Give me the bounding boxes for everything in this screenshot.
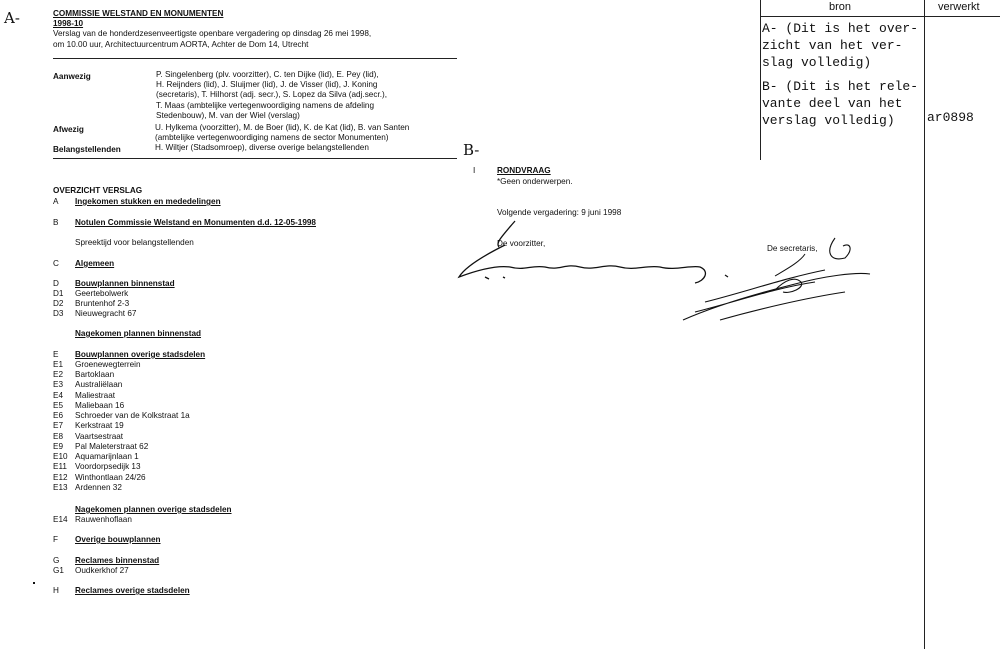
overview-item-label: Kerkstraat 19	[75, 421, 124, 430]
column-bron: bron	[829, 1, 852, 13]
overview-item-code: E14	[53, 515, 68, 524]
overview-item	[53, 329, 201, 339]
note-line: vante deel van het	[762, 96, 903, 111]
overview-item-label: Reclames overige stadsdelen	[75, 586, 190, 595]
absent-line: U. Hylkema (voorzitter), M. de Boer (lid), K. de Kat (lid), B. van Santen	[155, 123, 410, 132]
overview-item-label: Bouwplannen overige stadsdelen	[75, 350, 206, 359]
overview-item	[53, 309, 136, 319]
overview-item-label: Schroeder van de Kolkstraat 1a	[75, 411, 190, 420]
overview-item-code: E2	[53, 370, 64, 379]
rondvraag-text: *Geen onderwerpen.	[497, 177, 573, 186]
overview-item-code: E1	[53, 360, 64, 369]
present-line: (secretaris), T. Hilhorst (adj. secr.), S. Lopez da Silva (adj.secr.),	[156, 90, 387, 100]
overview-item	[53, 442, 148, 452]
rondvraag-title: RONDVRAAG	[497, 166, 551, 175]
overview-item-label: Maliebaan 16	[75, 401, 125, 410]
present-line: Stedenbouw), M. van der Wiel (verslag)	[156, 110, 300, 120]
overview-item	[53, 289, 128, 299]
present-line: P. Singelenberg (plv. voorzitter), C. ten Dijke (lid), E. Pey (lid),	[156, 70, 379, 79]
attendance-divider	[53, 158, 457, 159]
note-line: B- (Dit is het rele-	[762, 79, 919, 94]
overview-item-code: D	[53, 279, 59, 288]
overview-item-label: Ardennen 32	[75, 483, 122, 492]
overview-item-label: Vaartsestraat	[75, 432, 124, 441]
overview-item	[53, 473, 146, 483]
overview-item-label: Pal Maleterstraat 62	[75, 442, 149, 451]
overview-item-code: D3	[53, 309, 64, 318]
overview-item-code: D2	[53, 299, 64, 308]
stakeholders-label: Belangstellenden	[53, 145, 121, 154]
bron-column-border	[760, 0, 761, 160]
overview-item	[53, 505, 232, 515]
overview-item	[53, 586, 190, 596]
overview-item-label: Winthontlaan 24/26	[75, 473, 146, 482]
overview-item	[53, 197, 221, 207]
note-line: zicht van het ver-	[762, 38, 903, 53]
next-meeting: Volgende vergadering: 9 juni 1998	[497, 208, 622, 217]
absent-label: Afwezig	[53, 125, 84, 134]
present-line: T. Maas (ambtelijke vertegenwoordiging namens de afdeling	[156, 100, 374, 110]
overview-item	[53, 380, 122, 390]
doc-number: 1998-10	[53, 19, 84, 29]
overview-item	[53, 370, 114, 380]
overview-item	[53, 411, 190, 421]
overview-item	[53, 483, 122, 493]
overview-item-code: E4	[53, 391, 64, 400]
overview-item	[53, 238, 194, 248]
overview-item-label: Nieuwegracht 67	[75, 309, 137, 318]
overview-item-code: D1	[53, 289, 64, 298]
header-divider	[53, 58, 457, 59]
overview-item-code: E11	[53, 462, 67, 471]
note-b	[762, 78, 918, 129]
overview-item-label: Bartoklaan	[75, 370, 115, 379]
overview-item-label: Notulen Commissie Welstand en Monumenten d.d. 12-05-1998	[75, 218, 316, 227]
overview-item-code: E9	[53, 442, 64, 451]
column-verwerkt: verwerkt	[938, 1, 980, 13]
absent-list	[155, 123, 409, 143]
overview-item	[53, 556, 159, 566]
overview-item-label: Aquamarijnlaan 1	[75, 452, 139, 461]
present-list	[156, 70, 387, 121]
overview-item-code: E6	[53, 411, 64, 420]
secretary-label: De secretaris,	[767, 244, 818, 253]
overview-item-label: Bouwplannen binnenstad	[75, 279, 175, 288]
overview-item-code: E7	[53, 421, 64, 430]
note-line: verslag volledig)	[762, 113, 895, 128]
note-line: slag volledig)	[762, 55, 872, 70]
overview-item	[53, 299, 129, 309]
overview-item	[53, 421, 124, 431]
overview-item-code: F	[53, 535, 59, 544]
overview-item-code: E	[53, 350, 59, 359]
overview-item-code: B	[53, 218, 59, 227]
meeting-line-1: Verslag van de honderdzesenveertigste openbare vergadering op dinsdag 26 mei 1998,	[53, 29, 372, 39]
overview-item	[53, 259, 114, 269]
overview-item-code: G	[53, 556, 60, 565]
secretary-signature	[675, 232, 875, 327]
present-label: Aanwezig	[53, 72, 91, 81]
overview-item-label: Reclames binnenstad	[75, 556, 160, 565]
overview-item-label: Voordorpsedijk 13	[75, 462, 141, 471]
overview-item-label: Geertebolwerk	[75, 289, 129, 298]
doc-title: COMMISSIE WELSTAND EN MONUMENTEN	[53, 9, 224, 18]
archive-code: ar0898	[927, 110, 974, 125]
overview-item-code: E3	[53, 380, 64, 389]
overview-item	[53, 218, 316, 228]
present-line: H. Reijnders (lid), J. Sluijmer (lid), J. de Visser (lid), J. Koning	[156, 80, 378, 90]
overview-item-label: Ingekomen stukken en mededelingen	[75, 197, 221, 206]
rondvraag-code: I	[473, 166, 476, 175]
overview-item-label: Australiëlaan	[75, 380, 123, 389]
overview-item-label: Spreektijd voor belangstellenden	[75, 238, 194, 247]
overview-item-label: Rauwenhoflaan	[75, 515, 132, 524]
overview-item	[53, 515, 132, 525]
table-header-divider	[760, 16, 1000, 17]
overview-item-code: E12	[53, 473, 68, 482]
overview-item	[53, 350, 205, 360]
overview-item-label: Bruntenhof 2-3	[75, 299, 130, 308]
overview-item-code: E8	[53, 432, 64, 441]
verwerkt-column-border	[924, 0, 925, 649]
overview-item	[53, 535, 161, 545]
overview-item	[53, 566, 129, 576]
header-block	[53, 9, 371, 50]
overview-item	[53, 401, 124, 411]
margin-marker-a: A-	[4, 9, 20, 27]
overview-item	[53, 360, 141, 370]
overview-item	[53, 432, 123, 442]
overview-item-code: A	[53, 197, 59, 206]
overview-item-code: H	[53, 586, 59, 595]
overview-item-label: Maliestraat	[75, 391, 116, 400]
margin-marker-b: B-	[463, 141, 480, 159]
overview-item-code: G1	[53, 566, 64, 575]
note-line: A- (Dit is het over-	[762, 21, 919, 36]
overview-item	[53, 279, 175, 289]
stakeholders-line: H. Wiltjer (Stadsomroep), diverse overige belangstellenden	[155, 143, 369, 152]
chair-label: De voorzitter,	[497, 239, 546, 248]
overview-item-code: E13	[53, 483, 68, 492]
overview-item-label: Oudkerkhof 27	[75, 566, 129, 575]
absent-line: (ambtelijke vertegenwoordiging namens de sector Monumenten)	[155, 133, 389, 143]
overview-item-code: E5	[53, 401, 64, 410]
overview-item-label: Nagekomen plannen overige stadsdelen	[75, 505, 232, 514]
scan-dot	[33, 582, 35, 584]
overview-item-label: Overige bouwplannen	[75, 535, 161, 544]
overview-item	[53, 391, 115, 401]
overview-title: OVERZICHT VERSLAG	[53, 186, 143, 195]
overview-item-label: Nagekomen plannen binnenstad	[75, 329, 202, 338]
note-a	[762, 20, 918, 71]
overview-item-label: Groenewegterrein	[75, 360, 141, 369]
overview-item-label: Algemeen	[75, 259, 115, 268]
overview-item	[53, 452, 139, 462]
overview-item-code: C	[53, 259, 59, 268]
overview-item-code: E10	[53, 452, 68, 461]
meeting-line-2: om 10.00 uur, Architectuurcentrum AORTA, Achter de Dom 14, Utrecht	[53, 39, 309, 49]
overview-item	[53, 462, 141, 472]
